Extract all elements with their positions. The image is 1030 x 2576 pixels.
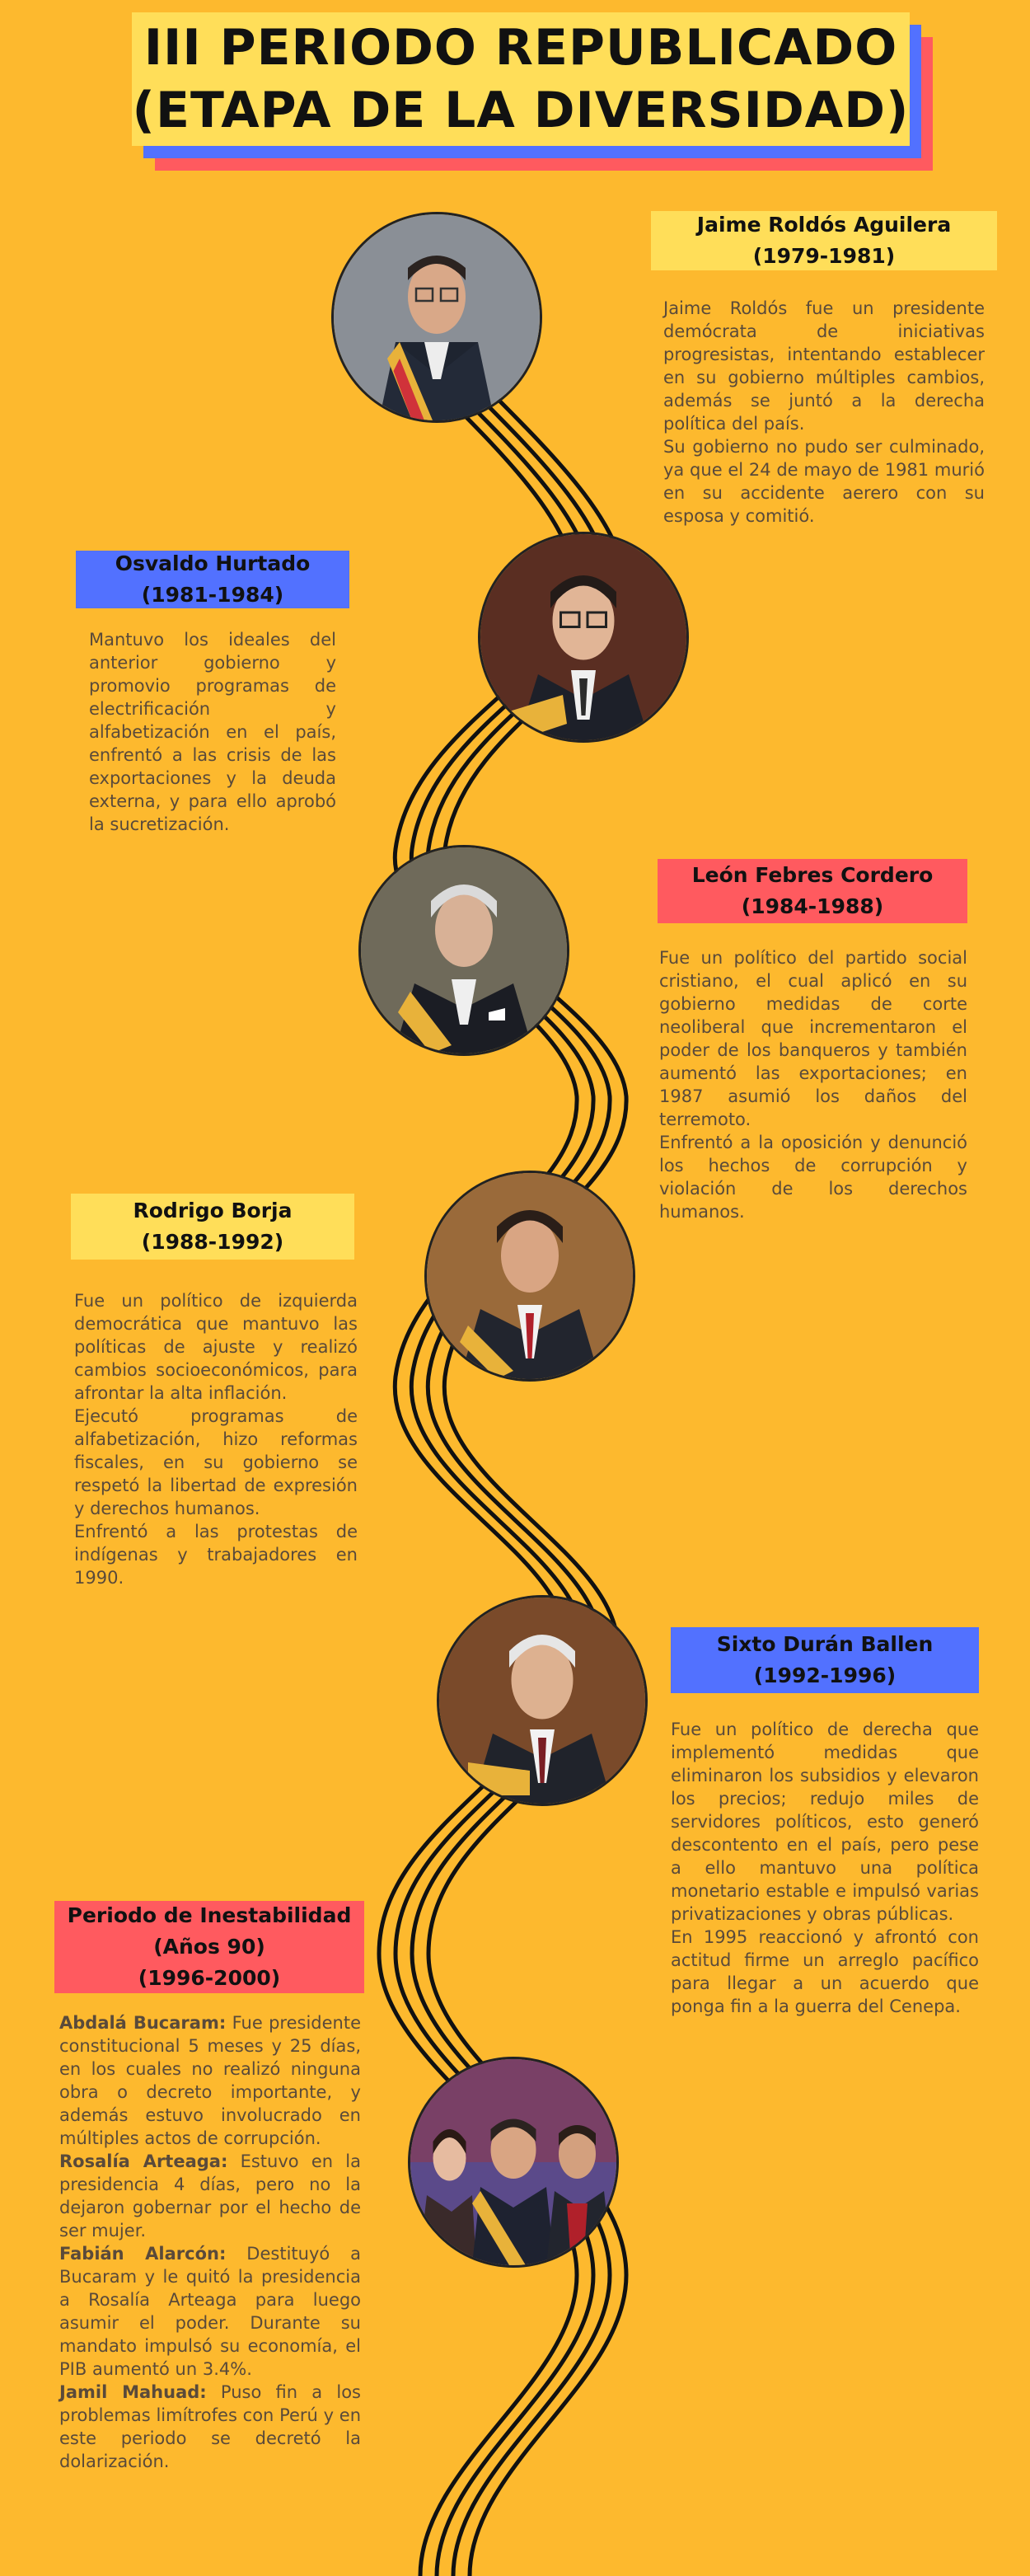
bio-periodo-inestabilidad bbox=[59, 2011, 361, 2473]
portrait-jaime-roldos bbox=[331, 212, 542, 423]
bio-paragraph: Su gobierno no pudo ser culminado, ya que el 24 de mayo de 1981 murió en su accidente aerero con su esposa y comitió. bbox=[663, 437, 985, 526]
bio-leon-febres-cordero bbox=[659, 946, 967, 1223]
label-osvaldo-hurtado bbox=[76, 551, 349, 608]
entry-text: Puso fin a los problemas limítrofes con Perú y en este periodo se decretó la dolarización. bbox=[59, 2382, 361, 2471]
label-periodo-inestabilidad bbox=[54, 1901, 364, 1993]
label-leon-febres-cordero bbox=[658, 859, 967, 923]
bio-paragraph: En 1995 reaccionó y afrontó con actitud firme un arreglo pacífico para llegar a un acuerdo que ponga fin a la guerra del Cenepa. bbox=[671, 1927, 979, 2016]
bio-entry-arteaga bbox=[59, 2150, 361, 2242]
bio-paragraph: Enfrentó a la oposición y denunció los hechos de corrupción y violación de los derechos humanos. bbox=[659, 1133, 967, 1222]
president-period: (1992-1996) bbox=[753, 1663, 897, 1687]
page-title-line-1: III PERIODO REPUBLICADO bbox=[143, 19, 898, 77]
bio-osvaldo-hurtado bbox=[89, 628, 336, 836]
bio-sixto-duran-ballen bbox=[671, 1718, 979, 2018]
portrait-osvaldo-hurtado bbox=[478, 532, 689, 743]
portrait-instability-group bbox=[408, 2057, 619, 2268]
bio-paragraph: Fue un político de derecha que implementó medidas que eliminaron los subsidios y elevaron los precios; redujo miles de servidores políticos, esto generó descontento en el país, pero pese a ello mantuvo una política monetario estable e impulsó varias privatizaciones y obras públicas. bbox=[671, 1720, 979, 1924]
portrait-sixto-duran-ballen bbox=[437, 1595, 648, 1806]
bio-entry-bucaram bbox=[59, 2011, 361, 2150]
president-name: Rodrigo Borja bbox=[133, 1199, 293, 1222]
bio-rodrigo-borja bbox=[74, 1289, 358, 1589]
label-sixto-duran-ballen bbox=[671, 1627, 979, 1693]
portrait-image bbox=[410, 2059, 616, 2265]
entry-name: Jamil Mahuad: bbox=[59, 2382, 207, 2402]
president-name: León Febres Cordero bbox=[691, 863, 934, 887]
bio-entry-alarcon bbox=[59, 2242, 361, 2381]
bio-paragraph: Ejecutó programas de alfabetización, hizo reformas fiscales, en su gobierno se respetó la libertad de expresión y derechos humanos. bbox=[74, 1406, 358, 1518]
portrait-leon-febres-cordero bbox=[358, 845, 569, 1056]
period-name: Periodo de Inestabilidad bbox=[67, 1903, 352, 1927]
page-title-line-2: (ETAPA DE LA DIVERSIDAD) bbox=[132, 82, 910, 139]
portrait-rodrigo-borja bbox=[424, 1171, 635, 1382]
entry-text: Estuvo en la presidencia 4 días, pero no la dejaron gobernar por el hecho de ser mujer. bbox=[59, 2151, 361, 2241]
period-years: (1996-2000) bbox=[138, 1966, 281, 1990]
label-jaime-roldos bbox=[651, 211, 997, 270]
bio-paragraph: Enfrentó a las protestas de indígenas y trabajadores en 1990. bbox=[74, 1522, 358, 1588]
president-period: (1979-1981) bbox=[752, 244, 896, 268]
period-subtitle: (Años 90) bbox=[153, 1935, 265, 1959]
president-name: Osvaldo Hurtado bbox=[115, 551, 311, 575]
entry-name: Fabián Alarcón: bbox=[59, 2244, 227, 2264]
bio-paragraph: Mantuvo los ideales del anterior gobierno y promovio programas de electrificación y alfabetización en el país, enfrentó a las crisis de las exportaciones y la deuda externa, y para ello aprobó la sucretización. bbox=[89, 630, 336, 834]
portrait-image bbox=[334, 214, 540, 420]
entry-text: Destituyó a Bucaram y le quitó la presidencia a Rosalía Arteaga para luego asumir el poder. Durante su mandato impulsó su economía, el PIB aumentó un 3.4%. bbox=[59, 2244, 361, 2379]
president-period: (1981-1984) bbox=[141, 583, 284, 607]
president-period: (1988-1992) bbox=[141, 1230, 284, 1254]
president-name: Jaime Roldós Aguilera bbox=[696, 213, 952, 237]
bio-paragraph: Fue un político del partido social cristiano, el cual aplicó en su gobierno medidas de corte neoliberal que incrementaron el poder de los banqueros y también aumentó las exportaciones; en 1987 asumió los daños del terremoto. bbox=[659, 948, 967, 1129]
portrait-image bbox=[427, 1173, 633, 1379]
bio-paragraph: Fue un político de izquierda democrática que mantuvo las políticas de ajuste y realizó cambios socioeconómicos, para afrontar la alta inflación. bbox=[74, 1291, 358, 1403]
portrait-image bbox=[361, 847, 567, 1053]
entry-name: Abdalá Bucaram: bbox=[59, 2013, 227, 2033]
bio-jaime-roldos bbox=[663, 297, 985, 528]
portrait-image bbox=[480, 534, 686, 740]
president-name: Sixto Durán Ballen bbox=[716, 1632, 934, 1656]
entry-name: Rosalía Arteaga: bbox=[59, 2151, 228, 2171]
president-period: (1984-1988) bbox=[741, 894, 884, 918]
label-rodrigo-borja bbox=[71, 1194, 354, 1260]
portrait-image bbox=[439, 1598, 645, 1804]
bio-entry-mahuad bbox=[59, 2381, 361, 2473]
entry-text: Fue presidente constitucional 5 meses y 25 días, en los cuales no realizó ninguna obra o decreto importante, y además estuvo involucrado en múltiples actos de corrupción. bbox=[59, 2013, 361, 2148]
bio-paragraph: Jaime Roldós fue un presidente demócrata de iniciativas progresistas, intentando establecer en su gobierno múltiples cambios, además se juntó a la derecha política del país. bbox=[663, 298, 985, 434]
